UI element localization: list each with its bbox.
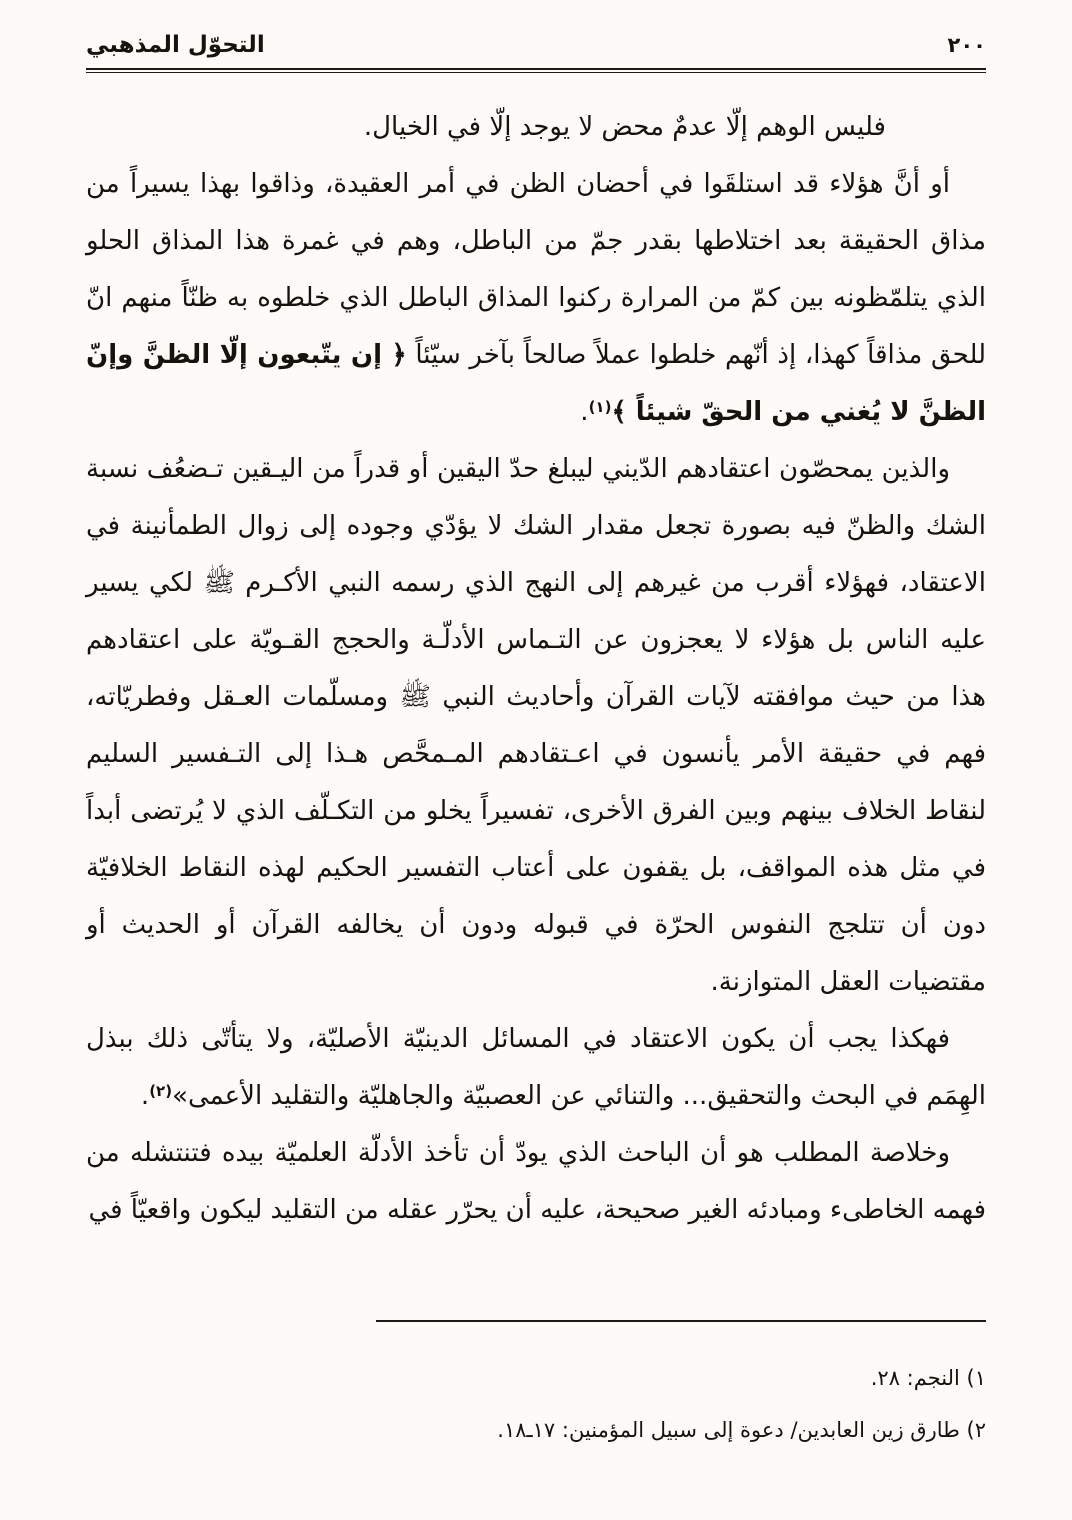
paragraph: وخلاصة المطلب هو أن الباحث الذي يودّ أن تأخذ الأدلّة العلميّة بيده فتنتشله من فهمه الخاطىء ومبادئه الغير صحيحة، عليه أن يحرّر عقله من التقليد ليكون واقعيّاً في — [86, 1138, 986, 1225]
footnote-ref-2: (٢) — [149, 1082, 173, 1100]
paragraph-text: فهكذا يجب أن يكون الاعتقاد في المسائل الدينيّة الأصليّة، ولا يتأتّى ذلك ببذل الهِمَم في البحث والتحقيق... والتنائي عن العصبيّة والجاهليّة والتقليد الأعمى» — [86, 1024, 986, 1111]
footnote-separator — [376, 1320, 986, 1322]
page-body — [86, 99, 986, 1239]
header-rule — [86, 68, 986, 73]
quran-verse: ﴿ إن يتّبعون إلّا الظنَّ وإنّ الظنَّ لا يُغني من الحقّ شيئاً ﴾ — [86, 340, 986, 427]
paragraph — [86, 156, 986, 441]
page-header — [86, 32, 986, 58]
footnote-1: ١) النجم: ٢٨. — [870, 1366, 986, 1390]
footnote-2: ٢) طارق زين العابدين/ دعوة إلى سبيل المؤمنين: ١٧ـ١٨. — [497, 1418, 986, 1442]
paragraph-text: . — [140, 1081, 150, 1111]
footnotes-section — [86, 1320, 986, 1456]
paragraph: والذين يمحصّون اعتقادهم الدّيني ليبلغ حدّ اليقين أو قدراً من اليـقين تـضعُف نسبة الشك والظنّ فيه بصورة تجعل مقدار الشك لا يؤدّي وجوده إلى زوال الطمأنينة في الاعتقاد، فهؤلاء أقرب من غيرهم إلى النهج الذي رسمه النبي الأكـرم ﷺ لكي يسير عليه الناس بل هؤلاء لا يعجزون عن التـماس الأدلّـة والحجج القـويّة على اعتقادهم هذا من حيث موافقته لآيات القرآن وأحاديث النبي ﷺ ومسلّمات العـقل وفطريّاته، فهم في حقيقة الأمر يأنسون في اعـتقادهم المـمحَّص هـذا إلى التـفسير السليم لنقاط الخلاف بينهم وبين الفرق الأخرى، تفسيراً يخلو من التكـلّف الذي لا يُرتضى أبداً في مثل هذه المواقف، بل يقفون على أعتاب التفسير الحكيم لهذه النقاط الخلافيّة دون أن تتلجج النفوس الحرّة في قبوله ودون أن يخالفه القرآن أو الحديث أو مقتضيات العقل المتوازنة. — [86, 454, 986, 997]
paragraph-text: أو أنَّ هؤلاء قد استلقَوا في أحضان الظن في أمر العقيدة، وذاقوا بهذا يسيراً من مذاق الحقيقة بعد اختلاطها بقدر جمّ من الباطل، وهم في غمرة هذا المذاق الحلو الذي يتلمّظونه بين كمّ من المرارة ركنوا المذاق الباطل الذي خلطوه به ظنّاً منهم انّ للحق مذاقاً كهذا، إذ أنّهم خلطوا عملاً صالحاً بآخر سيّئاً — [86, 169, 986, 370]
footnote-ref-1: (١) — [588, 398, 612, 416]
running-title: التحوّل المذهبي — [86, 32, 265, 58]
paragraph-text: . — [580, 397, 589, 427]
paragraph-continuation: فليس الوهم إلّا عدمٌ محض لا يوجد إلّا في الخيال. — [363, 112, 886, 142]
paragraph — [86, 1011, 986, 1125]
page-number: ٢٠٠ — [947, 33, 986, 57]
